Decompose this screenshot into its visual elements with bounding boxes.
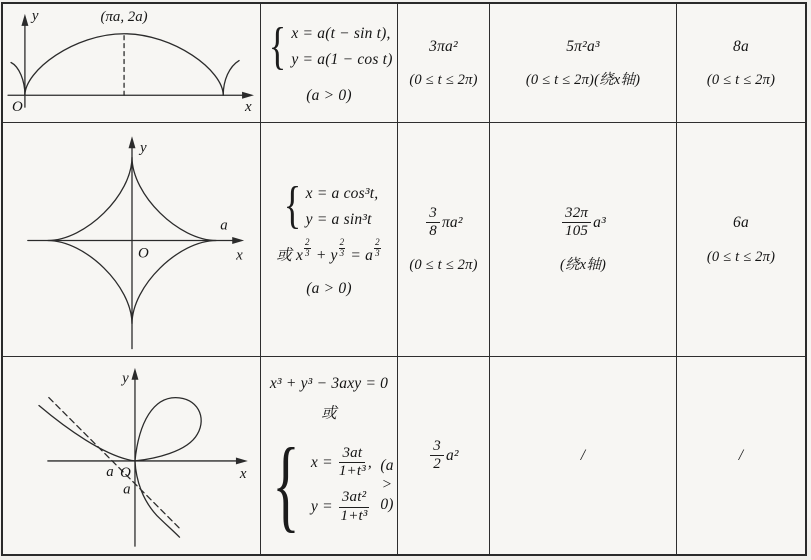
cell-astroid-arc-length <box>677 123 805 357</box>
folium-left-branch <box>38 405 134 460</box>
volume-value: 5π²a³ <box>566 37 600 55</box>
origin-label: O <box>137 244 149 261</box>
cell-cycloid-equations <box>261 4 398 123</box>
astroid-parametric-system <box>280 177 379 235</box>
cycloid-figure <box>4 5 260 122</box>
astroid-figure <box>4 124 260 356</box>
equation-x: x = $\frac{3at}{\text{1+t³}}$ , <box>310 444 372 480</box>
fraction: 32π 105 <box>562 205 591 241</box>
y-axis-label: y <box>121 370 129 387</box>
origin-label: O <box>11 98 23 115</box>
cell-folium-arc-length <box>677 357 805 554</box>
folium-implicit-equation: x³ + y³ − 3axy = 0 <box>269 375 389 393</box>
equation-y: y = $\frac{\text{3at²}}{\text{1+t³}}$ <box>310 489 368 524</box>
a-y-label: a <box>122 481 131 498</box>
area-value: 3πa² <box>429 37 458 55</box>
arc-length-value: 8a <box>733 37 749 55</box>
area-range: (0 ≤ t ≤ 2π) <box>409 72 478 89</box>
cell-cycloid-figure <box>3 4 261 123</box>
cell-folium-equations <box>261 357 398 554</box>
or-text: 或 <box>321 404 337 422</box>
x-axis-arrow-icon <box>232 237 244 244</box>
x-axis-label: x <box>235 246 243 263</box>
cell-astroid-equations <box>261 123 398 357</box>
origin-label: O <box>119 464 131 481</box>
volume-range: (绕x轴) <box>559 256 607 273</box>
cell-cycloid-volume <box>490 4 677 123</box>
equation-y: y = a sin³t <box>305 210 372 228</box>
y-axis-arrow-icon <box>21 13 28 25</box>
system-brace: { <box>283 177 301 235</box>
cell-cycloid-area <box>398 4 490 123</box>
cell-astroid-area <box>398 123 490 357</box>
arc-length-range: (0 ≤ t ≤ 2π) <box>706 72 776 89</box>
cycloid-right-arc <box>223 60 239 95</box>
x-axis-label: x <box>239 465 246 482</box>
area-value: 3 2 a² <box>428 438 459 474</box>
cycloid-parametric-system <box>265 17 393 75</box>
cell-cycloid-arc-length <box>677 4 805 123</box>
fraction: $\frac{\text{3at²}}{\text{1+t³}}$ <box>340 489 368 524</box>
cell-astroid-figure <box>3 123 261 357</box>
constraint: (a > 0) <box>306 280 352 298</box>
fraction: $\frac{3at}{\text{1+t³}}$ <box>338 444 366 480</box>
volume-range: (0 ≤ t ≤ 2π)(绕x轴) <box>525 72 641 89</box>
fraction: 3 2 <box>430 438 444 474</box>
asymptote-dashed-line <box>48 397 181 530</box>
a-x-label: a <box>105 463 114 480</box>
exponent-two-thirds: 2 3 <box>375 237 380 259</box>
cell-astroid-volume <box>490 123 677 357</box>
equation-x: x = a(t − sin t), <box>291 24 391 42</box>
peak-coordinates-label: (πa, 2a) <box>100 8 148 25</box>
fraction: 3 8 <box>426 205 440 241</box>
constraint: (a > 0) <box>380 456 394 513</box>
folium-figure <box>4 358 260 554</box>
cycloid-left-arc <box>11 62 25 95</box>
x-axis-arrow-icon <box>235 457 247 464</box>
y-axis-label: y <box>139 139 147 156</box>
arc-length-range: (0 ≤ t ≤ 2π) <box>706 248 776 265</box>
a-label: a <box>219 217 228 234</box>
folium-lower-branch <box>134 460 179 536</box>
y-axis-label: y <box>31 7 38 24</box>
volume-value: / <box>580 446 586 464</box>
arc-length-value: 6a <box>733 214 749 232</box>
area-range: (0 ≤ t ≤ 2π) <box>409 256 478 273</box>
cell-folium-volume <box>490 357 677 554</box>
constraint: (a > 0) <box>306 86 352 104</box>
x-axis-label: x <box>244 98 252 115</box>
y-axis-arrow-icon <box>128 136 135 148</box>
astroid-implicit-equation: 或 x 2 3 + y $\frac{2}{3}$ = a 2 3 <box>276 237 380 265</box>
volume-value: 32π 105 a³ <box>560 205 606 241</box>
equation-x: x = a cos³t, <box>305 184 379 202</box>
system-brace: { <box>269 17 287 75</box>
curves-formula-table <box>1 2 807 556</box>
exponent-two-thirds: 2 3 <box>305 237 310 259</box>
y-axis-arrow-icon <box>131 367 138 379</box>
folium-parametric-system <box>261 426 397 542</box>
cell-folium-area <box>398 357 490 554</box>
x-axis-arrow-icon <box>242 91 254 98</box>
equation-y: y = a(1 − cos t) <box>291 51 393 69</box>
cell-folium-figure <box>3 357 261 554</box>
exponent-two-thirds: $\frac{2}{3}$ <box>339 237 345 259</box>
system-brace: { <box>272 426 300 542</box>
arc-length-value: / <box>738 446 744 464</box>
area-value: 3 8 πa² <box>424 205 462 241</box>
folium-loop <box>134 397 200 460</box>
